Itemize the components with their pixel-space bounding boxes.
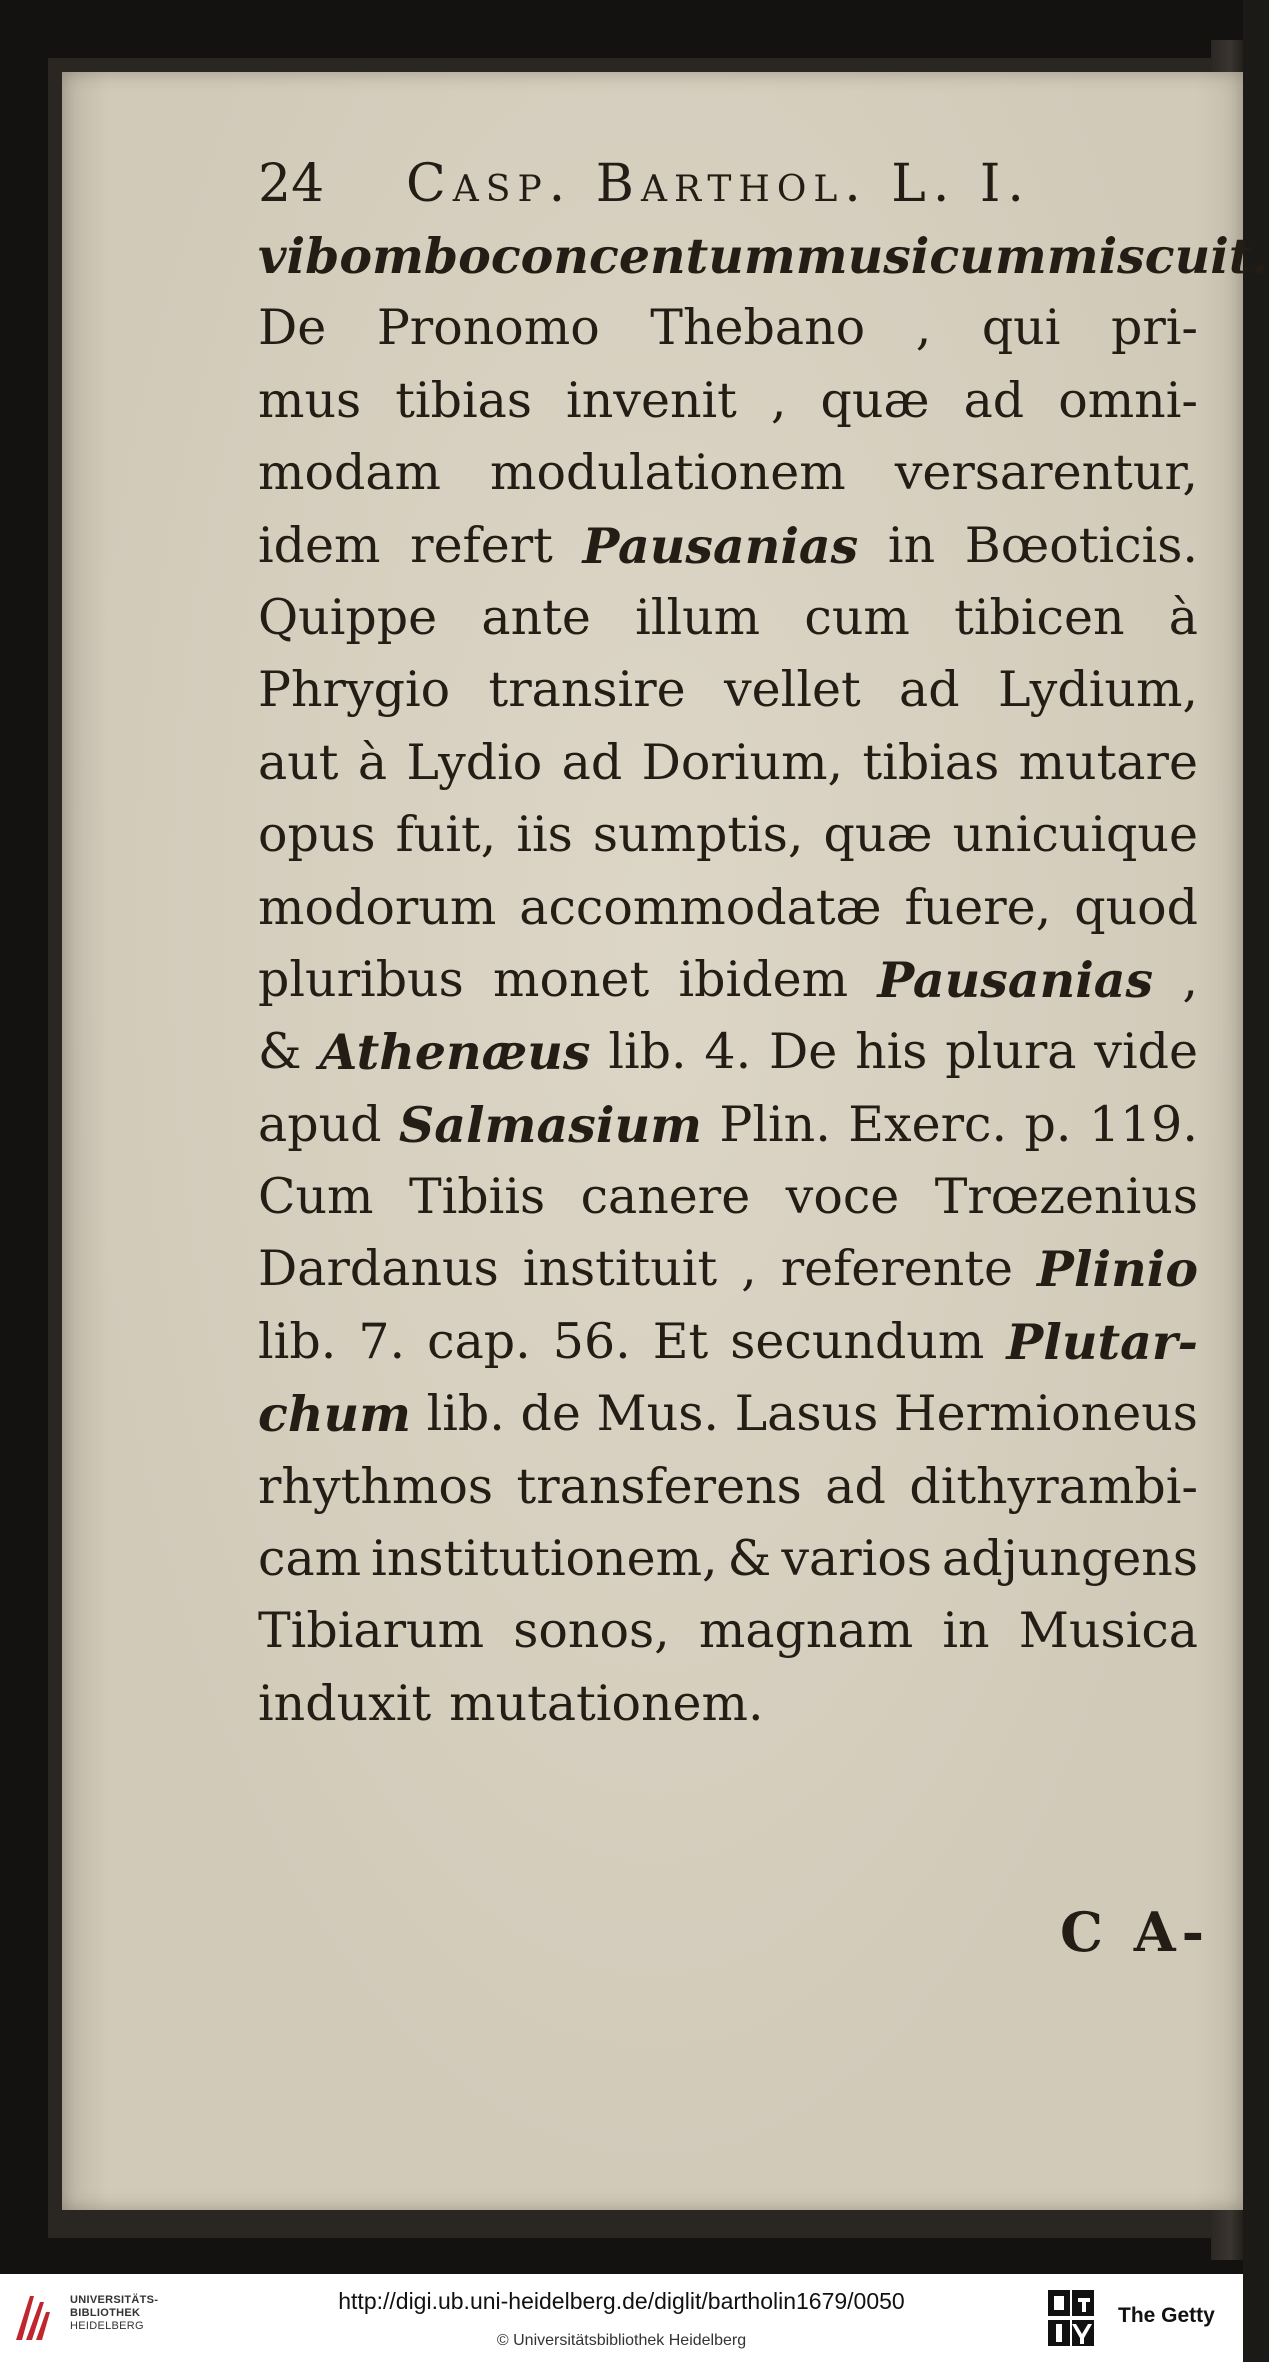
word: Exerc. <box>848 1095 1008 1153</box>
word: pluribus <box>258 950 464 1008</box>
word: 119. <box>1088 1095 1198 1153</box>
text-lines <box>258 220 1269 1740</box>
word: versarentur, <box>894 444 1198 502</box>
word: Lydio <box>406 733 543 791</box>
word: ante <box>481 588 591 646</box>
word: ibidem <box>678 950 849 1008</box>
text-line <box>258 944 1198 1016</box>
text-line <box>258 799 1198 871</box>
word: Phrygio <box>258 661 451 719</box>
word: sumptis, <box>592 806 804 864</box>
word: in <box>887 516 936 574</box>
word: lib. <box>258 1312 337 1370</box>
word: à <box>357 733 388 791</box>
library-name-line3: HEIDELBERG <box>70 2320 144 2332</box>
word: transferens <box>516 1457 802 1515</box>
word: voce <box>785 1168 900 1226</box>
word: Tibiarum <box>258 1602 485 1660</box>
word: accommodatæ <box>519 878 882 936</box>
word: sonos, <box>513 1602 670 1660</box>
text-line <box>258 1595 1198 1667</box>
word: quæ <box>820 371 930 429</box>
text-line <box>258 220 1269 292</box>
library-name-line1: UNIVERSITÄTS- <box>70 2294 159 2306</box>
running-header <box>258 148 1198 220</box>
word: monet <box>493 950 650 1008</box>
word: mutare <box>1018 733 1198 791</box>
word: , <box>741 1240 757 1298</box>
word: Pausanias <box>877 950 1154 1009</box>
word: opus <box>258 806 376 864</box>
word: varios <box>781 1530 932 1588</box>
word: omni- <box>1058 371 1198 429</box>
word: transire <box>488 661 686 719</box>
word: ad <box>899 661 960 719</box>
word: Tibiis <box>408 1168 546 1226</box>
library-name-line2: BIBLIOTHEK <box>70 2307 141 2319</box>
word: mus <box>258 371 362 429</box>
word: Cum <box>258 1168 374 1226</box>
word: Trœzenius <box>934 1168 1198 1226</box>
partner-name: The Getty <box>1118 2304 1215 2327</box>
word: lib. <box>426 1385 505 1443</box>
word: unicuique <box>952 806 1198 864</box>
word: quod <box>1074 878 1198 936</box>
word: Quippe <box>258 588 438 646</box>
word: aut <box>258 733 339 791</box>
word: rhythmos <box>258 1457 494 1515</box>
word: fuere, <box>904 878 1052 936</box>
text-line <box>258 654 1198 726</box>
word: lib. <box>608 1023 687 1081</box>
word: Dorium, <box>641 733 844 791</box>
text-line <box>258 1668 1198 1740</box>
text-line <box>258 727 1198 799</box>
word: 7. <box>358 1312 406 1370</box>
word: modorum <box>258 878 497 936</box>
word: fuit, <box>395 806 497 864</box>
word: vellet <box>723 661 861 719</box>
word: Bœoticis. <box>964 516 1198 574</box>
text-line <box>258 582 1198 654</box>
word: à <box>1168 588 1198 646</box>
word: Plin. <box>719 1095 831 1153</box>
word: quæ <box>823 806 933 864</box>
word: Athenæus <box>319 1023 591 1082</box>
copyright-notice: © Universitätsbibliothek Heidelberg <box>496 2332 747 2349</box>
word: canere <box>580 1168 751 1226</box>
text-line <box>258 1523 1198 1595</box>
word: pri- <box>1110 299 1198 357</box>
word: Salmasium <box>398 1095 702 1154</box>
word: De <box>768 1023 838 1081</box>
word: ad <box>825 1457 886 1515</box>
word: secundum <box>730 1312 985 1370</box>
word: bombo <box>305 227 491 285</box>
word: vide <box>1094 1023 1198 1081</box>
word: & <box>258 1023 302 1081</box>
word: , <box>1182 950 1198 1008</box>
word: modam <box>258 444 442 502</box>
word: referente <box>780 1240 1013 1298</box>
word: in <box>942 1602 990 1660</box>
word: musicum <box>795 227 1047 285</box>
word: cum <box>804 588 910 646</box>
footer-bar <box>0 2274 1243 2362</box>
word: De <box>258 299 327 357</box>
word: dithyrambi- <box>909 1457 1198 1515</box>
word: Mus. <box>596 1385 719 1443</box>
word: & <box>727 1530 772 1588</box>
word: refert <box>410 516 553 574</box>
text-line <box>258 510 1198 582</box>
word: plura <box>945 1023 1077 1081</box>
word: Pronomo <box>376 299 600 357</box>
word: , <box>915 299 932 357</box>
word: institutionem, <box>371 1530 718 1588</box>
word: Dardanus <box>258 1240 499 1298</box>
word: chum <box>258 1385 411 1444</box>
permalink-url[interactable]: http://digi.ub.uni-heidelberg.de/diglit/bartholin1679/0050 <box>338 2288 905 2314</box>
word: p. <box>1024 1095 1072 1153</box>
word: adjungens <box>942 1530 1198 1588</box>
word: Plinio <box>1037 1240 1198 1299</box>
text-line <box>258 1451 1198 1523</box>
word: Lydium, <box>997 661 1198 719</box>
word: qui <box>981 299 1061 357</box>
catchword: C A- <box>1060 1900 1211 1964</box>
getty-logo-icon <box>1046 2288 1096 2350</box>
word: induxit <box>258 1674 432 1732</box>
text-line <box>258 292 1198 364</box>
page-text <box>258 148 1269 1740</box>
word: magnam <box>698 1602 914 1660</box>
word: illum <box>635 588 761 646</box>
word: 56. <box>552 1312 631 1370</box>
word: concentum <box>490 227 796 285</box>
text-line <box>258 1233 1198 1305</box>
word: Pausanias <box>582 516 859 575</box>
text-line <box>258 1306 1198 1378</box>
word: tibias <box>862 733 1000 791</box>
word: Et <box>652 1312 709 1370</box>
text-line <box>258 872 1198 944</box>
text-line <box>258 437 1198 509</box>
word: Hermioneus <box>893 1385 1198 1443</box>
word: invenit <box>566 371 737 429</box>
text-line <box>258 1161 1198 1233</box>
text-line <box>258 1089 1198 1161</box>
word: ad <box>963 371 1025 429</box>
running-title: Casp. Barthol. L. I. <box>406 154 1031 214</box>
word: ad <box>561 733 623 791</box>
word: tibias <box>395 371 532 429</box>
word: vi <box>258 227 306 285</box>
word: Lasus <box>734 1385 879 1443</box>
word: Thebano <box>650 299 866 357</box>
text-line <box>258 1378 1198 1450</box>
word: instituit <box>522 1240 718 1298</box>
word: modulationem <box>490 444 846 502</box>
word: cap. <box>427 1312 531 1370</box>
page-number: 24 <box>258 154 325 214</box>
word: , <box>770 371 787 429</box>
word: 4. <box>704 1023 752 1081</box>
word: Musica <box>1018 1602 1198 1660</box>
word: iis <box>516 806 573 864</box>
word: tibicen <box>954 588 1125 646</box>
word: Plutar- <box>1006 1312 1198 1371</box>
word: apud <box>258 1095 382 1153</box>
text-line <box>258 1016 1198 1088</box>
word: idem <box>258 516 381 574</box>
word: miscuit. <box>1046 227 1269 285</box>
word: cam <box>258 1530 362 1588</box>
text-line <box>258 365 1198 437</box>
word: his <box>855 1023 928 1081</box>
word: de <box>520 1385 581 1443</box>
word: mutationem. <box>449 1674 764 1732</box>
